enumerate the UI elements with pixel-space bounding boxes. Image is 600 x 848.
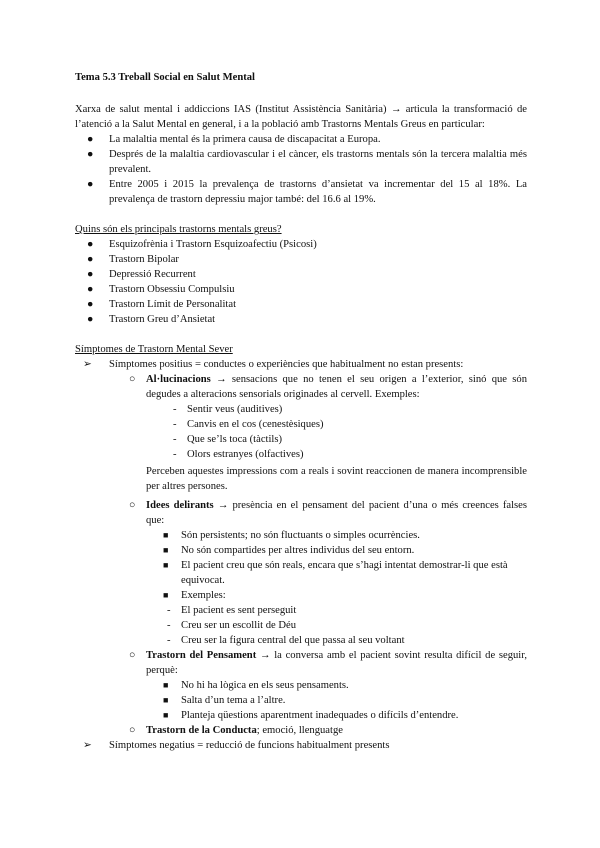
dash-bullet-icon: - xyxy=(173,434,177,445)
list-item-conduct-disorder: ○ Trastorn de la Conducta; emoció, llenguatge xyxy=(129,725,343,736)
square-bullet-icon: ■ xyxy=(163,545,169,555)
list-item: ■ Salta d’un tema a l’altre. xyxy=(163,695,286,706)
square-bullet-icon: ■ xyxy=(163,695,169,705)
arrow-bullet-icon: ➢ xyxy=(83,740,92,751)
list-item: - Sentir veus (auditives) xyxy=(173,404,283,415)
bullet-icon: ● xyxy=(87,179,94,190)
list-item: ● Esquizofrènia i Trastorn Esquizoafectiu (Psicosi) xyxy=(87,239,317,250)
intro-bullet-list xyxy=(75,132,527,207)
bullet-icon: ● xyxy=(87,239,94,250)
square-bullet-icon: ■ xyxy=(163,560,169,570)
list-item: ● Trastorn Bipolar xyxy=(87,254,179,265)
dash-bullet-icon: - xyxy=(173,449,177,460)
circle-bullet-icon: ○ xyxy=(129,650,136,661)
list-item: ● Després de la malaltia cardiovascular i el càncer, els trastorns mentals són la tercera malaltia més prevalent. xyxy=(87,149,527,175)
list-item: - Canvis en el cos (cenestèsiques) xyxy=(173,419,324,430)
document-content xyxy=(75,70,527,753)
thought-disorder-list xyxy=(75,648,527,678)
delusions-list xyxy=(75,498,527,528)
list-item: ■ Són persistents; no són fluctuants o simples ocurrències. xyxy=(163,530,420,541)
list-item: ■ El pacient creu que són reals, encara que s’hagi intentat demostrar-li que està equivocat. xyxy=(163,560,508,586)
dash-bullet-icon: - xyxy=(167,620,171,631)
list-item: ● Trastorn Obsessiu Compulsiu xyxy=(87,284,235,295)
delusion-examples-list xyxy=(75,603,527,648)
hallucination-examples-list xyxy=(75,402,527,462)
list-item: ■ No hi ha lògica en els seus pensaments. xyxy=(163,680,349,691)
bullet-icon: ● xyxy=(87,269,94,280)
symptoms-list xyxy=(75,357,527,372)
dash-bullet-icon: - xyxy=(173,419,177,430)
dash-bullet-icon: - xyxy=(167,635,171,646)
list-item-negative-symptoms: ➢ Símptomes negatius = reducció de funcions habitualment presents xyxy=(83,740,390,751)
circle-bullet-icon: ○ xyxy=(129,500,136,511)
list-item: - Olors estranyes (olfactives) xyxy=(173,449,304,460)
list-item: ■ Exemples: xyxy=(163,590,226,601)
square-bullet-icon: ■ xyxy=(163,710,169,720)
section-heading-symptoms: Símptomes de Trastorn Mental Sever xyxy=(75,344,233,355)
list-item: - Que se’ls toca (tàctils) xyxy=(173,434,283,445)
list-item: ● Trastorn Greu d’Ansietat xyxy=(87,314,216,325)
circle-bullet-icon: ○ xyxy=(129,374,136,385)
square-bullet-icon: ■ xyxy=(163,590,169,600)
list-item-hallucinations: ○ Al·lucinacions → sensacions que no tenen el seu origen a l’exterior, sinó que són degudes a alteracions sensorials originades al cervell. Exemples: xyxy=(129,374,527,400)
list-item-delusions: ○ Idees delirants → presència en el pensament del pacient d’una o més creences falses que: xyxy=(129,500,528,526)
square-bullet-icon: ■ xyxy=(163,680,169,690)
list-item: ● La malaltia mental és la primera causa de discapacitat a Europa. xyxy=(87,134,381,145)
square-bullet-icon: ■ xyxy=(163,530,169,540)
positive-symptoms-list xyxy=(75,372,527,402)
intro-paragraph: Xarxa de salut mental i addiccions IAS (Institut Assistència Sanitària) → articula la transformació de l’atenció a la Salut Mental en general, i a la població amb Trastorns Mentals Greus en particular: xyxy=(75,104,527,130)
list-item: ■ No són compartides per altres individus del seu entorn. xyxy=(163,545,415,556)
document-title: Tema 5.3 Treball Social en Salut Mental xyxy=(75,72,256,83)
hallucination-note: Perceben aquestes impressions com a reals i sovint reaccionen de manera incomprensible per altres persones. xyxy=(146,466,527,492)
negative-symptoms-list xyxy=(75,738,527,753)
section-heading-disorders: Quins són els principals trastorns mentals greus? xyxy=(75,224,282,235)
dash-bullet-icon: - xyxy=(173,404,177,415)
list-item-thought-disorder: ○ Trastorn del Pensament → la conversa amb el pacient sovint resulta difícil de seguir, perquè: xyxy=(129,650,527,676)
bullet-icon: ● xyxy=(87,254,94,265)
list-item-positive-symptoms: ➢ Símptomes positius = conductes o experiències que habitualment no estan presents: xyxy=(83,359,464,370)
list-item: ● Depressió Recurrent xyxy=(87,269,196,280)
list-item: ■ Planteja qüestions aparentment inadequades o difícils d’entendre. xyxy=(163,710,459,721)
bullet-icon: ● xyxy=(87,134,94,145)
circle-bullet-icon: ○ xyxy=(129,725,136,736)
list-item: - Creu ser un escollit de Déu xyxy=(167,620,297,631)
bullet-icon: ● xyxy=(87,299,94,310)
thought-disorder-points-list xyxy=(75,678,527,723)
list-item: ● Trastorn Límit de Personalitat xyxy=(87,299,237,310)
disorders-list xyxy=(75,237,527,327)
bullet-icon: ● xyxy=(87,149,94,160)
bullet-icon: ● xyxy=(87,314,94,325)
delusion-points-list xyxy=(75,528,527,603)
arrow-bullet-icon: ➢ xyxy=(83,359,92,370)
conduct-disorder-list xyxy=(75,723,527,738)
bullet-icon: ● xyxy=(87,284,94,295)
list-item: ● Entre 2005 i 2015 la prevalença de trastorns d’ansietat va incrementar del 15 al 18%. La prevalença de trastorn depressiu major també: del 16.6 al 19%. xyxy=(87,179,527,205)
list-item: - Creu ser la figura central del que passa al seu voltant xyxy=(167,635,405,646)
dash-bullet-icon: - xyxy=(167,605,171,616)
list-item: - El pacient es sent perseguit xyxy=(167,605,297,616)
